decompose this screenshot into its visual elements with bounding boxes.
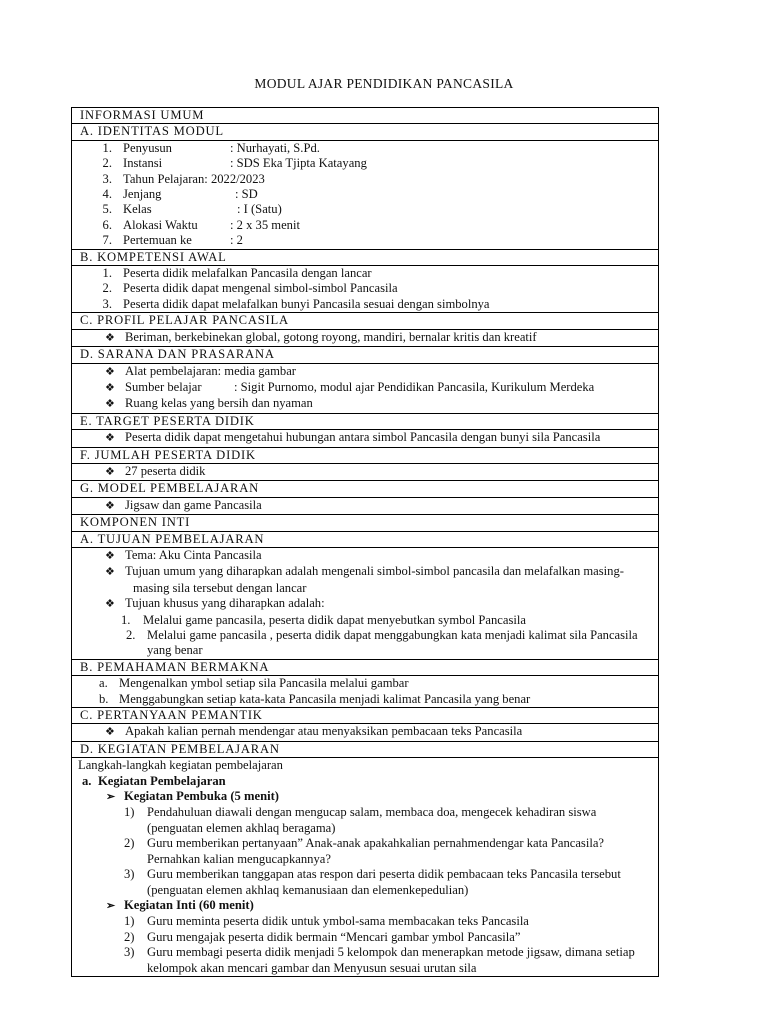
identitas-item: 6. Alokasi Waktu : 2 x 35 menit	[102, 217, 300, 232]
sarana-item: ❖ Ruang kelas yang bersih dan nyaman	[80, 396, 650, 412]
section-header-kompetensi: B. KOMPETENSI AWAL	[72, 249, 659, 265]
bullet-icon: ❖	[105, 549, 115, 562]
section-header-jumlah: F. JUMLAH PESERTA DIDIK	[72, 447, 659, 463]
kegiatan-inti-item: 1) Guru meminta peserta didik untuk ymbol-sama membacakan teks Pancasila	[124, 914, 529, 929]
identitas-item: 1. Penyusun : Nurhayati, S.Pd.	[102, 140, 320, 155]
sarana-list	[72, 363, 659, 413]
section-header-pertanyaan: C. PERTANYAAN PEMANTIK	[72, 708, 659, 724]
bullet-icon: ❖	[105, 398, 115, 411]
kompetensi-item: 1. Peserta didik melafalkan Pancasila dengan lancar	[102, 266, 372, 281]
kompetensi-item: 2. Peserta didik dapat mengenal simbol-simbol Pancasila	[102, 281, 398, 296]
kompetensi-item: 3. Peserta didik dapat melafalkan bunyi Pancasila sesuai dengan simbolnya	[102, 296, 490, 311]
bullet-icon: ❖	[105, 432, 115, 445]
section-header-informasi-umum: INFORMASI UMUM	[72, 108, 659, 124]
profil-list	[72, 329, 659, 346]
identitas-item: 2. Instansi : SDS Eka Tjipta Katayang	[102, 156, 367, 171]
tujuan-list	[72, 547, 659, 659]
target-list	[72, 430, 659, 447]
sarana-item: ❖ Alat pembelajaran: media gambar	[80, 364, 650, 380]
kegiatan-pembuka-heading: ➢ Kegiatan Pembuka (5 menit)	[80, 789, 650, 805]
kegiatan-inti-item: 2) Guru mengajak peserta didik bermain “Mencari gambar ymbol Pancasila”	[124, 929, 521, 944]
kompetensi-list	[72, 266, 659, 313]
jumlah-list	[72, 463, 659, 480]
arrow-icon: ➢	[106, 899, 116, 912]
identitas-item: 3. Tahun Pelajaran: 2022/2023	[102, 171, 265, 186]
identitas-list	[72, 140, 659, 249]
section-header-komponen-inti: KOMPONEN INTI	[72, 515, 659, 531]
pertanyaan-list	[72, 724, 659, 741]
kegiatan-pembuka-item: 1) Pendahuluan diawali dengan mengucap salam, membaca doa, mengecek kehadiran siswa (penguatan elemen akhlaq beragama)	[124, 805, 597, 835]
section-header-tujuan: A. TUJUAN PEMBELAJARAN	[72, 531, 659, 547]
profil-item: ❖ Beriman, berkebinekan global, gotong royong, mandiri, bernalar kritis dan kreatif	[80, 330, 650, 346]
section-header-sarana: D. SARANA DAN PRASARANA	[72, 347, 659, 363]
tujuan-item: ❖ Tema: Aku Cinta Pancasila	[80, 548, 650, 564]
bullet-icon: ❖	[105, 331, 115, 344]
sarana-item: ❖ Sumber belajar : Sigit Purnomo, modul ajar Pendidikan Pancasila, Kurikulum Merdeka	[80, 380, 650, 396]
identitas-item: 5. Kelas : I (Satu)	[102, 202, 282, 217]
bullet-icon: ❖	[105, 499, 115, 512]
bullet-icon: ❖	[105, 726, 115, 739]
kegiatan-intro: Langkah-langkah kegiatan pembelajaran	[78, 758, 283, 773]
kegiatan-pembuka-item: 3) Guru memberikan tanggapan atas respon dari peserta didik pembacaan teks Pancasila tersebut (penguatan elemen akhlaq kemanusiaan dan elemenkepedulian)	[124, 867, 621, 897]
bullet-icon: ❖	[105, 381, 115, 394]
section-header-target: E. TARGET PESERTA DIDIK	[72, 413, 659, 429]
document-title: MODUL AJAR PENDIDIKAN PANCASILA	[254, 76, 514, 91]
bullet-icon: ❖	[105, 365, 115, 378]
kegiatan-a: a. Kegiatan Pembelajaran	[82, 773, 226, 788]
model-list	[72, 497, 659, 514]
kegiatan-inti-heading: ➢ Kegiatan Inti (60 menit)	[80, 898, 650, 914]
kegiatan-pembuka-item: 2) Guru memberikan pertanyaan” Anak-anak apakahkalian pernahmendengar kata Pancasila? Pernahkan kalian mengucapkannya?	[124, 836, 605, 866]
tujuan-subitem: 1. Melalui game pancasila, peserta didik dapat menyebutkan symbol Pancasila	[121, 612, 526, 627]
section-header-identitas: A. IDENTITAS MODUL	[72, 124, 659, 140]
pemahaman-item: b. Menggabungkan setiap kata-kata Pancasila menjadi kalimat Pancasila yang benar	[99, 691, 531, 706]
kegiatan-inti-item: 3) Guru membagi peserta didik menjadi 5 kelompok dan menerapkan metode jigsaw, dimana setiap kelompok akan mencari gambar dan Menyusun sesuai urutan sila	[124, 945, 635, 975]
tujuan-item: ❖ Tujuan umum yang diharapkan adalah mengenali simbol-simbol pancasila dan melafalkan masing-masing sila tersebut dengan lancar	[105, 564, 624, 595]
jumlah-item: ❖ 27 peserta didik	[80, 464, 650, 480]
section-header-model: G. MODEL PEMBELAJARAN	[72, 481, 659, 497]
tujuan-subitem: 2. Melalui game pancasila , peserta didik dapat menggabungkan kata menjadi kalimat sila Pancasila yang benar	[126, 628, 638, 658]
section-header-profil: C. PROFIL PELAJAR PANCASILA	[72, 313, 659, 329]
arrow-icon: ➢	[106, 791, 116, 804]
target-item: ❖ Peserta didik dapat mengetahui hubungan antara simbol Pancasila dengan bunyi sila Pancasila	[80, 430, 650, 446]
identitas-item: 7. Pertemuan ke : 2	[102, 233, 243, 248]
bullet-icon: ❖	[105, 465, 115, 478]
pemahaman-list	[72, 676, 659, 708]
tujuan-item: ❖ Tujuan khusus yang diharapkan adalah:	[80, 596, 650, 612]
module-table	[71, 107, 659, 977]
model-item: ❖ Jigsaw dan game Pancasila	[80, 498, 650, 514]
section-header-kegiatan: D. KEGIATAN PEMBELAJARAN	[72, 741, 659, 757]
bullet-icon: ❖	[105, 598, 115, 611]
section-header-pemahaman: B. PEMAHAMAN BERMAKNA	[72, 659, 659, 675]
pemahaman-item: a. Mengenalkan ymbol setiap sila Pancasila melalui gambar	[99, 676, 409, 691]
kegiatan-content	[72, 758, 659, 977]
pertanyaan-item: ❖ Apakah kalian pernah mendengar atau menyaksikan pembacaan teks Pancasila	[80, 724, 650, 740]
identitas-item: 4. Jenjang : SD	[102, 187, 258, 202]
bullet-icon: ❖	[105, 566, 115, 579]
